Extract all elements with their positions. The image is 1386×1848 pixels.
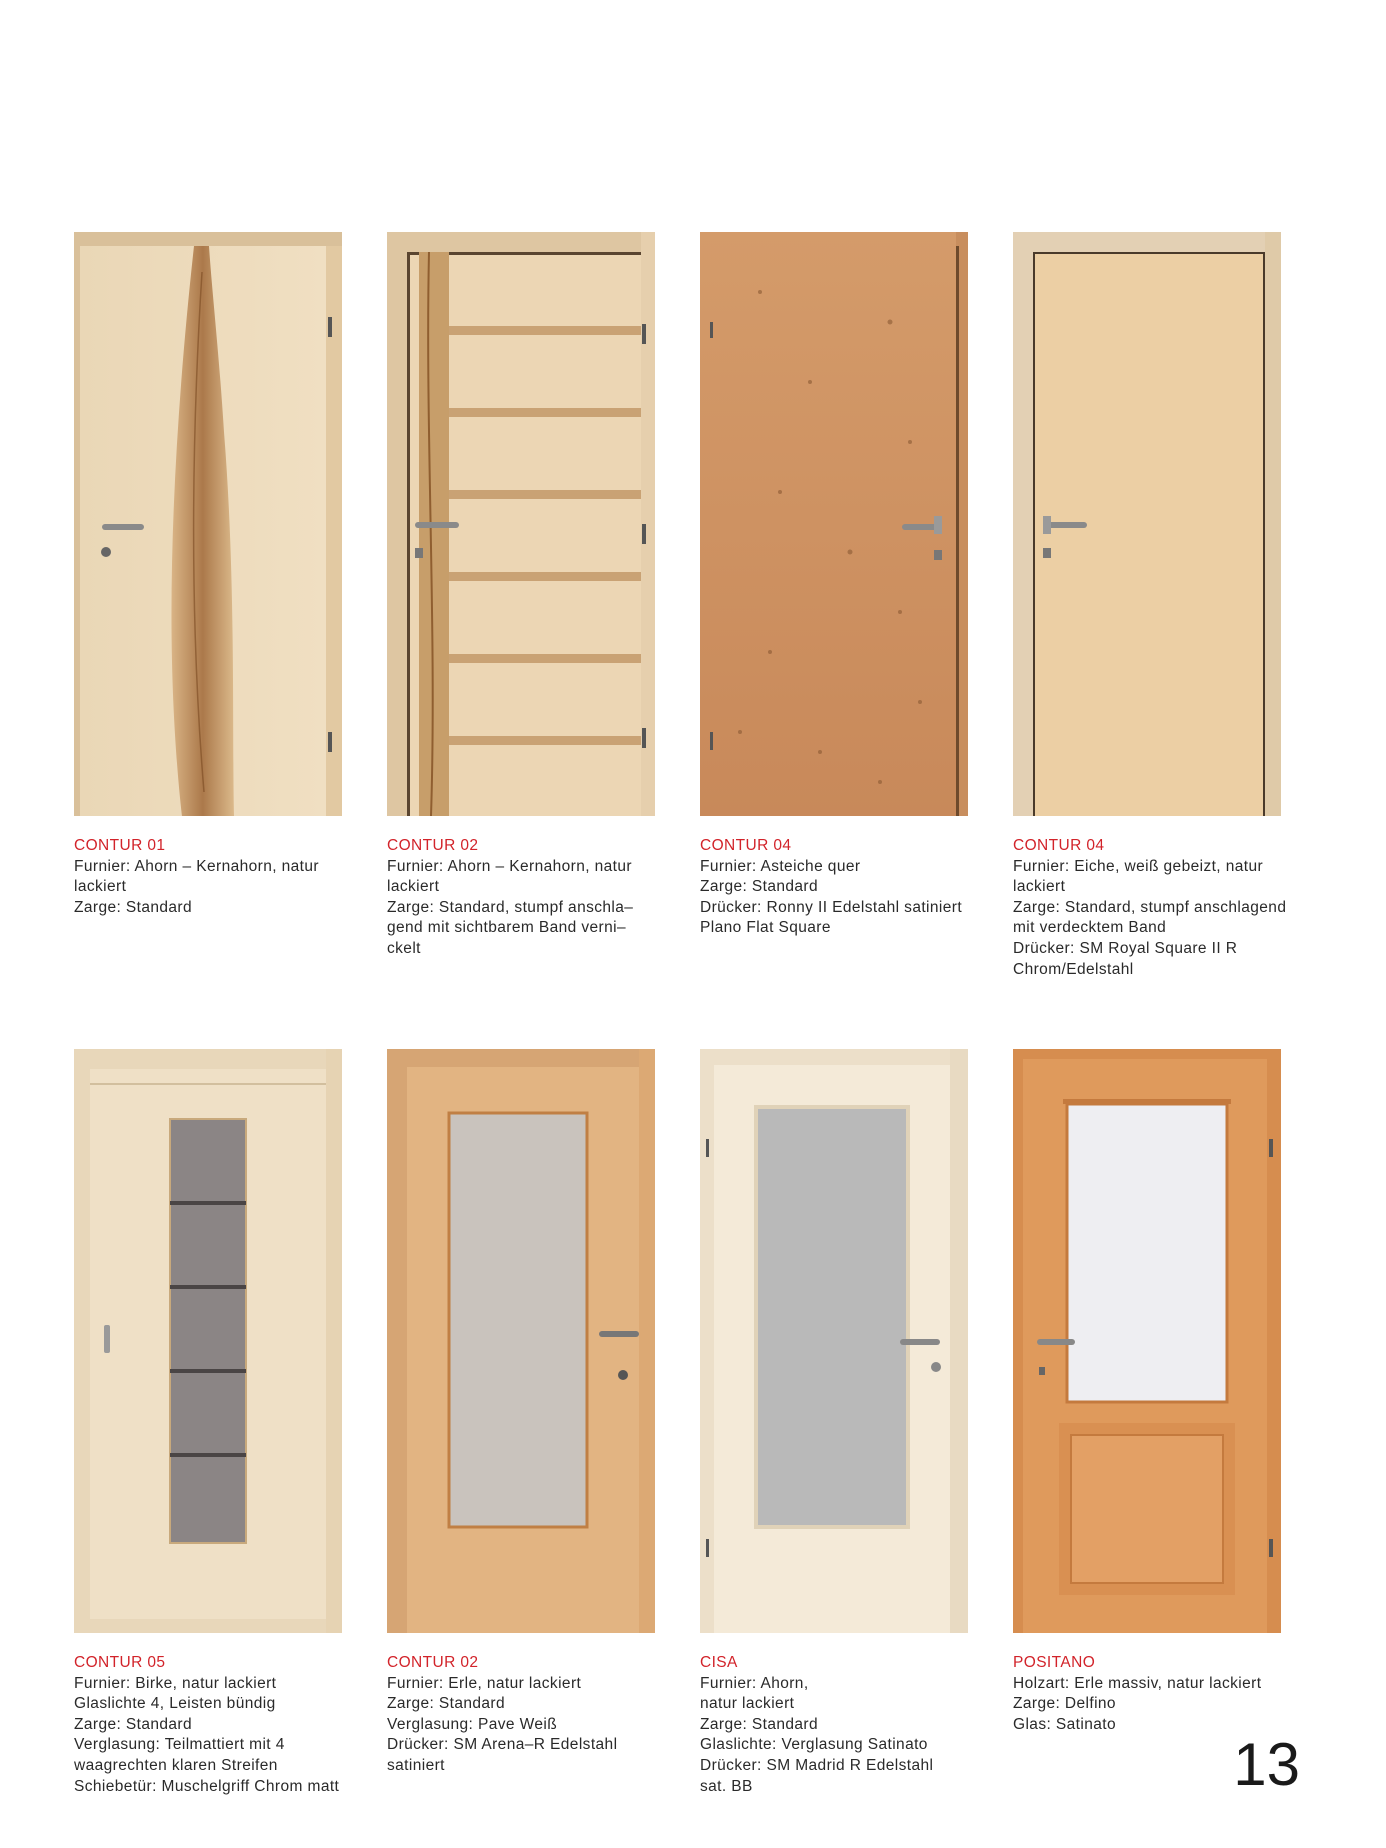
product-detail-line: Drücker: Ronny II Edelstahl satiniert: [700, 898, 963, 916]
product-name: CONTUR 05: [74, 1654, 166, 1671]
product-detail-line: natur lackiert: [700, 1695, 795, 1713]
product-detail-line: gend mit sichtbarem Band verni–: [387, 919, 626, 937]
product-detail-line: Drücker: SM Royal Square II R: [1013, 939, 1238, 957]
product-detail-line: lackiert: [387, 878, 440, 896]
product-detail-line: ckelt: [387, 939, 421, 957]
product-detail-line: sat. BB: [700, 1777, 753, 1795]
product-detail-line: Zarge: Standard: [74, 1715, 193, 1733]
product-detail-line: Zarge: Standard, stumpf anschla–: [387, 898, 634, 916]
product-name: CONTUR 02: [387, 1654, 479, 1671]
product-detail-line: Drücker: SM Madrid R Edelstahl: [700, 1756, 934, 1774]
product-detail-line: Schiebetür: Muschelgriff Chrom matt: [74, 1777, 340, 1795]
product-cell-5: [74, 1049, 364, 1795]
product-name: CISA: [700, 1654, 738, 1671]
product-detail-line: lackiert: [1013, 878, 1066, 896]
product-caption-2: [387, 836, 697, 960]
page-number: 13: [1233, 1731, 1300, 1798]
product-detail-line: Glaslichte: Verglasung Satinato: [700, 1736, 928, 1754]
product-name: POSITANO: [1013, 1654, 1096, 1671]
product-detail-line: Zarge: Standard: [74, 898, 193, 916]
product-detail-line: Holzart: Erle massiv, natur lackiert: [1013, 1674, 1262, 1692]
product-caption-5: [74, 1653, 384, 1797]
door-image-contur-05: [74, 1049, 342, 1633]
product-name: CONTUR 01: [74, 837, 166, 854]
product-caption-3: [700, 836, 1010, 939]
product-detail-line: Plano Flat Square: [700, 919, 831, 937]
product-cell-1: [74, 232, 364, 916]
product-detail-line: lackiert: [74, 878, 127, 896]
product-detail-line: Zarge: Standard: [700, 1715, 819, 1733]
product-detail-line: Glas: Satinato: [1013, 1715, 1116, 1733]
product-detail-line: Furnier: Ahorn – Kernahorn, natur: [387, 857, 632, 875]
product-detail-line: Drücker: SM Arena–R Edelstahl: [387, 1736, 618, 1754]
product-name: CONTUR 04: [1013, 837, 1105, 854]
product-caption-7: [700, 1653, 1010, 1797]
product-caption-4: [1013, 836, 1323, 980]
product-detail-line: mit verdecktem Band: [1013, 919, 1167, 937]
product-cell-4: [1013, 232, 1303, 978]
product-cell-7: [700, 1049, 990, 1795]
product-detail-line: Furnier: Asteiche quer: [700, 857, 861, 875]
product-detail-line: Furnier: Ahorn,: [700, 1674, 809, 1692]
product-cell-8: [1013, 1049, 1303, 1733]
product-detail-line: Furnier: Eiche, weiß gebeizt, natur: [1013, 857, 1264, 875]
product-detail-line: Chrom/Edelstahl: [1013, 960, 1134, 978]
product-detail-line: Furnier: Ahorn – Kernahorn, natur: [74, 857, 319, 875]
product-detail-line: Zarge: Standard: [700, 878, 819, 896]
product-cell-6: [387, 1049, 677, 1774]
product-name: CONTUR 04: [700, 837, 792, 854]
door-image-contur-04-asteiche: [700, 232, 968, 816]
product-detail-line: Zarge: Delfino: [1013, 1695, 1116, 1713]
door-image-positano: [1013, 1049, 1281, 1633]
product-name: CONTUR 02: [387, 837, 479, 854]
door-image-contur-02-ahorn: [387, 232, 655, 816]
product-detail-line: Verglasung: Teilmattiert mit 4: [74, 1736, 285, 1754]
product-detail-line: Furnier: Birke, natur lackiert: [74, 1674, 277, 1692]
door-image-contur-01: [74, 232, 342, 816]
door-image-cisa: [700, 1049, 968, 1633]
product-detail-line: Glaslichte 4, Leisten bündig: [74, 1695, 276, 1713]
product-detail-line: satiniert: [387, 1756, 445, 1774]
product-detail-line: waagrechten klaren Streifen: [74, 1756, 278, 1774]
product-detail-line: Furnier: Erle, natur lackiert: [387, 1674, 582, 1692]
product-detail-line: Zarge: Standard: [387, 1695, 506, 1713]
product-detail-line: Verglasung: Pave Weiß: [387, 1715, 558, 1733]
door-image-contur-02-erle: [387, 1049, 655, 1633]
product-cell-3: [700, 232, 990, 937]
door-image-contur-04-eiche: [1013, 232, 1281, 816]
product-detail-line: Zarge: Standard, stumpf anschlagend: [1013, 898, 1287, 916]
product-caption-1: [74, 836, 384, 918]
product-caption-8: [1013, 1653, 1323, 1735]
product-caption-6: [387, 1653, 697, 1777]
product-cell-2: [387, 232, 677, 957]
